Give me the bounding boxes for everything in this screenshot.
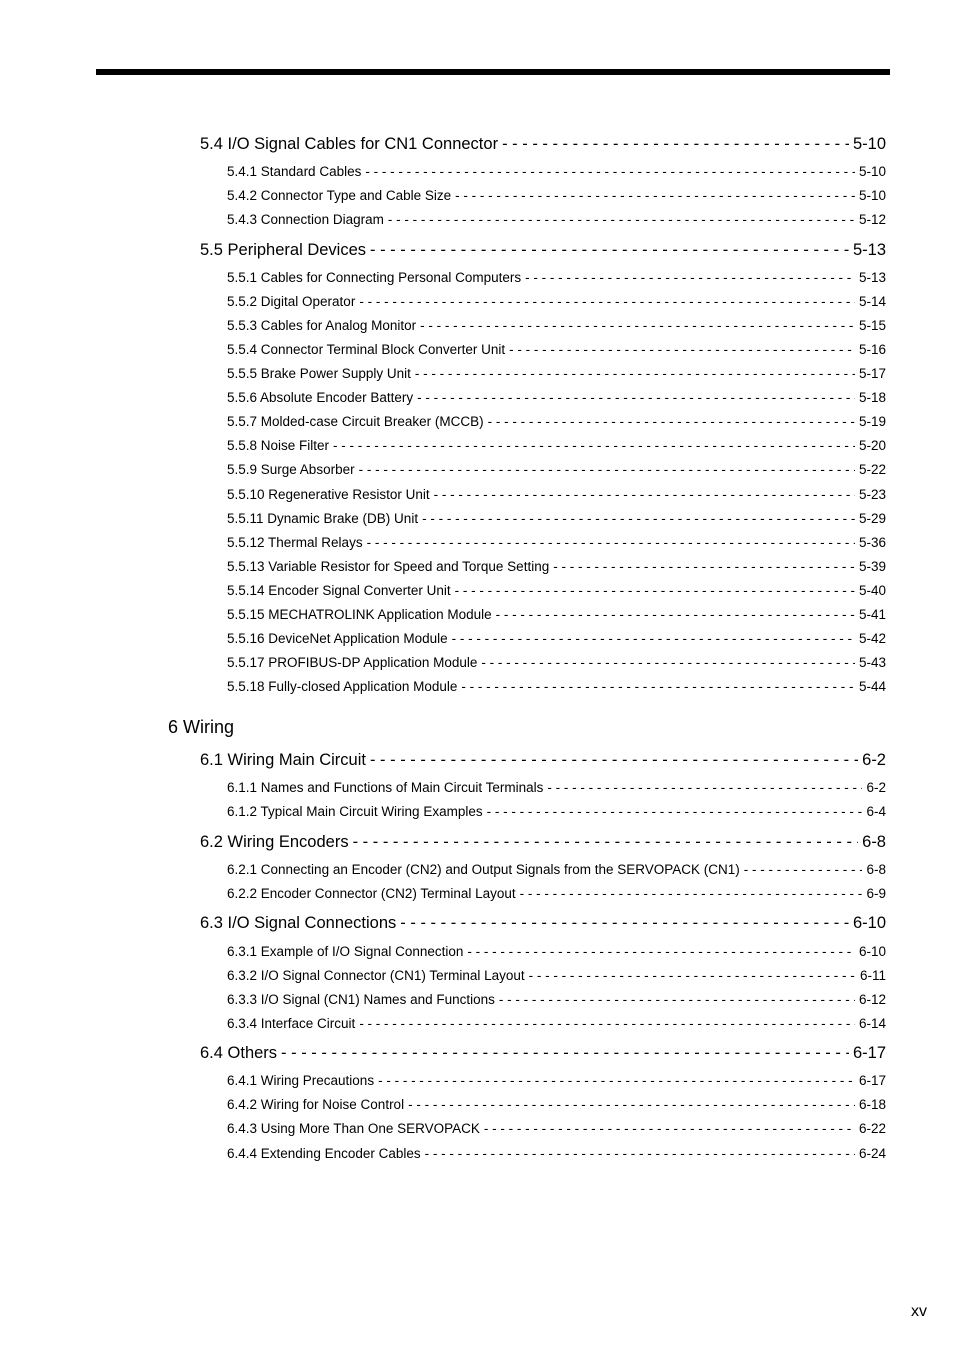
toc-section-entry[interactable]: [200, 914, 886, 933]
dot-leader: [488, 414, 855, 429]
page-number: xv: [911, 1303, 927, 1320]
toc-subsection-entry[interactable]: [227, 390, 886, 405]
toc-entry-title: 5.5 Peripheral Devices: [200, 241, 366, 259]
toc-entry-title: 6.2 Wiring Encoders: [200, 833, 349, 851]
toc-entry-title: 5.5.6 Absolute Encoder Battery: [227, 390, 414, 405]
toc-entry-title: 6.3.2 I/O Signal Connector (CN1) Terminal Layout: [227, 968, 525, 983]
dot-leader: [481, 655, 855, 670]
toc-entry-title: 6.2.2 Encoder Connector (CN2) Terminal Layout: [227, 886, 516, 901]
dot-leader: [553, 559, 855, 574]
toc-entry-title: 6.1.1 Names and Functions of Main Circuit Terminals: [227, 780, 544, 795]
toc-entry-title: 6.3.3 I/O Signal (CN1) Names and Functions: [227, 992, 495, 1007]
toc-subsection-entry[interactable]: [227, 780, 886, 795]
toc-entry-page: 6-10: [852, 914, 886, 932]
toc-subsection-entry[interactable]: [227, 631, 886, 646]
toc-entry-page: 5-41: [858, 607, 886, 622]
toc-section-entry[interactable]: [200, 833, 886, 852]
toc-entry-title: 6.3 I/O Signal Connections: [200, 914, 397, 932]
toc-entry-page: 6-14: [858, 1016, 886, 1031]
dot-leader: [359, 294, 855, 309]
dot-leader: [408, 1097, 855, 1112]
toc-subsection-entry[interactable]: [227, 886, 886, 901]
toc-entry-title: 6.1 Wiring Main Circuit: [200, 751, 366, 769]
toc-subsection-entry[interactable]: [227, 607, 886, 622]
toc-entry-page: 5-13: [858, 270, 886, 285]
toc-subsection-entry[interactable]: [227, 366, 886, 381]
dot-leader: [520, 886, 863, 901]
toc-subsection-entry[interactable]: [227, 944, 886, 959]
toc-entry-page: 6-18: [858, 1097, 886, 1112]
toc-entry-page: 6-9: [866, 886, 886, 901]
toc-entry-title: 5.4.3 Connection Diagram: [227, 212, 384, 227]
toc-subsection-entry[interactable]: [227, 679, 886, 694]
dot-leader: [359, 1016, 855, 1031]
dot-leader: [367, 535, 855, 550]
dot-leader: [467, 944, 855, 959]
header-rule: [96, 69, 890, 75]
toc-entry-title: 6.4.1 Wiring Precautions: [227, 1073, 375, 1088]
dot-leader: [487, 804, 863, 819]
toc-subsection-entry[interactable]: [227, 270, 886, 285]
toc-entry-page: 5-20: [858, 438, 886, 453]
toc-subsection-entry[interactable]: [227, 559, 886, 574]
toc-entry-title: 5.5.2 Digital Operator: [227, 294, 356, 309]
dot-leader: [484, 1121, 855, 1136]
toc-entry-page: 5-19: [858, 414, 886, 429]
toc-subsection-entry[interactable]: [227, 342, 886, 357]
dot-leader: [502, 135, 849, 154]
toc-entry-page: 6-4: [866, 804, 886, 819]
dot-leader: [353, 833, 859, 852]
toc-entry-page: 5-17: [858, 366, 886, 381]
chapter-heading[interactable]: 6 Wiring: [168, 717, 235, 737]
toc-entry-title: 5.5.5 Brake Power Supply Unit: [227, 366, 411, 381]
toc-entry-title: 6.4.4 Extending Encoder Cables: [227, 1146, 421, 1161]
toc-entry-title: 5.5.18 Fully-closed Application Module: [227, 679, 458, 694]
toc-subsection-entry[interactable]: [227, 992, 886, 1007]
dot-leader: [370, 751, 858, 770]
toc-section-entry[interactable]: [200, 1044, 886, 1063]
toc-entry-page: 5-40: [858, 583, 886, 598]
toc-entry-page: 6-10: [858, 944, 886, 959]
toc-entry-page: 5-29: [858, 511, 886, 526]
toc-subsection-entry[interactable]: [227, 583, 886, 598]
toc-entry-page: 5-22: [858, 462, 886, 477]
dot-leader: [744, 862, 863, 877]
toc-entry-page: 5-39: [858, 559, 886, 574]
toc-subsection-entry[interactable]: [227, 968, 886, 983]
toc-subsection-entry[interactable]: [227, 804, 886, 819]
toc-subsection-entry[interactable]: [227, 438, 886, 453]
toc-entry-title: 5.5.15 MECHATROLINK Application Module: [227, 607, 492, 622]
toc-entry-title: 5.5.3 Cables for Analog Monitor: [227, 318, 417, 333]
dot-leader: [281, 1044, 849, 1063]
toc-entry-page: 6-17: [858, 1073, 886, 1088]
toc-entry-title: 6.2.1 Connecting an Encoder (CN2) and Output Signals from the SERVOPACK (CN1): [227, 862, 740, 877]
dot-leader: [417, 390, 855, 405]
toc-subsection-entry[interactable]: [227, 164, 886, 179]
toc-subsection-entry[interactable]: [227, 188, 886, 203]
toc-entry-page: 5-18: [858, 390, 886, 405]
toc-entry-page: 5-15: [858, 318, 886, 333]
dot-leader: [509, 342, 855, 357]
dot-leader: [378, 1073, 855, 1088]
toc-entry-title: 5.5.1 Cables for Connecting Personal Computers: [227, 270, 522, 285]
toc-subsection-entry[interactable]: [227, 1146, 886, 1161]
dot-leader: [365, 164, 855, 179]
toc-entry-page: 5-16: [858, 342, 886, 357]
toc-entry-page: 5-43: [858, 655, 886, 670]
toc-subsection-entry[interactable]: [227, 414, 886, 429]
toc-entry-title: 5.4 I/O Signal Cables for CN1 Connector: [200, 135, 499, 153]
toc-entry-page: 6-11: [859, 968, 886, 983]
toc-entry-page: 6-12: [858, 992, 886, 1007]
toc-entry-page: 5-23: [858, 487, 886, 502]
toc-entry-title: 6.3.1 Example of I/O Signal Connection: [227, 944, 464, 959]
toc-subsection-entry[interactable]: [227, 511, 886, 526]
dot-leader: [370, 241, 849, 260]
toc-subsection-entry[interactable]: [227, 294, 886, 309]
toc-entry-page: 5-42: [858, 631, 886, 646]
toc-entry-title: 6.3.4 Interface Circuit: [227, 1016, 356, 1031]
toc-entry-page: 5-12: [858, 212, 886, 227]
toc-entry-title: 5.5.17 PROFIBUS-DP Application Module: [227, 655, 478, 670]
toc-entry-title: 6.4.3 Using More Than One SERVOPACK: [227, 1121, 480, 1136]
toc-subsection-entry[interactable]: [227, 535, 886, 550]
dot-leader: [388, 212, 855, 227]
toc-entry-title: 5.5.12 Thermal Relays: [227, 535, 363, 550]
toc-entry-title: 5.5.16 DeviceNet Application Module: [227, 631, 448, 646]
toc-entry-page: 5-36: [858, 535, 886, 550]
toc-entry-page: 5-14: [858, 294, 886, 309]
toc-entry-page: 5-44: [858, 679, 886, 694]
dot-leader: [420, 318, 855, 333]
toc-entry-title: 6.4 Others: [200, 1044, 278, 1062]
toc-entry-title: 6.1.2 Typical Main Circuit Wiring Examples: [227, 804, 483, 819]
toc-subsection-entry[interactable]: [227, 212, 886, 227]
dot-leader: [452, 631, 855, 646]
toc-entry-title: 5.5.9 Surge Absorber: [227, 462, 355, 477]
dot-leader: [547, 780, 862, 795]
toc-subsection-entry[interactable]: [227, 1097, 886, 1112]
dot-leader: [529, 968, 856, 983]
dot-leader: [422, 511, 855, 526]
toc-section-entry[interactable]: [200, 135, 886, 154]
dot-leader: [461, 679, 855, 694]
toc-section-entry[interactable]: [200, 751, 886, 770]
toc-entry-page: 6-8: [862, 833, 886, 851]
dot-leader: [455, 583, 855, 598]
toc-entry-page: 5-13: [852, 241, 886, 259]
toc-subsection-entry[interactable]: [227, 655, 886, 670]
dot-leader: [525, 270, 855, 285]
toc-entry-title: 5.4.2 Connector Type and Cable Size: [227, 188, 452, 203]
dot-leader: [400, 914, 849, 933]
toc-subsection-entry[interactable]: [227, 1073, 886, 1088]
toc-entry-title: 5.5.14 Encoder Signal Converter Unit: [227, 583, 451, 598]
dot-leader: [434, 487, 855, 502]
dot-leader: [359, 462, 855, 477]
toc-subsection-entry[interactable]: [227, 1121, 886, 1136]
toc-entry-page: 5-10: [858, 164, 886, 179]
toc-entry-page: 6-2: [862, 751, 886, 769]
toc-entry-page: 6-17: [852, 1044, 886, 1062]
toc-entry-title: 5.5.8 Noise Filter: [227, 438, 330, 453]
toc-subsection-entry[interactable]: [227, 462, 886, 477]
toc-subsection-entry[interactable]: [227, 1016, 886, 1031]
toc-entry-title: 5.5.7 Molded-case Circuit Breaker (MCCB): [227, 414, 484, 429]
toc-entry-title: 5.5.10 Regenerative Resistor Unit: [227, 487, 430, 502]
dot-leader: [425, 1146, 855, 1161]
dot-leader: [496, 607, 855, 622]
dot-leader: [455, 188, 855, 203]
toc-entry-title: 5.5.11 Dynamic Brake (DB) Unit: [227, 511, 419, 526]
toc-entry-page: 6-22: [858, 1121, 886, 1136]
toc-entry-page: 6-24: [858, 1146, 886, 1161]
toc-entry-title: 5.5.13 Variable Resistor for Speed and Torque Setting: [227, 559, 550, 574]
toc-entry-page: 6-8: [866, 862, 886, 877]
toc-section-entry[interactable]: [200, 241, 886, 260]
dot-leader: [499, 992, 855, 1007]
toc-entry-page: 5-10: [858, 188, 886, 203]
toc-subsection-entry[interactable]: [227, 862, 886, 877]
dot-leader: [333, 438, 855, 453]
dot-leader: [415, 366, 855, 381]
toc-subsection-entry[interactable]: [227, 318, 886, 333]
toc-entry-page: 6-2: [866, 780, 886, 795]
toc-entry-title: 5.5.4 Connector Terminal Block Converter Unit: [227, 342, 506, 357]
toc-entry-title: 6.4.2 Wiring for Noise Control: [227, 1097, 405, 1112]
toc-entry-title: 5.4.1 Standard Cables: [227, 164, 362, 179]
toc-subsection-entry[interactable]: [227, 487, 886, 502]
toc-entry-page: 5-10: [852, 135, 886, 153]
